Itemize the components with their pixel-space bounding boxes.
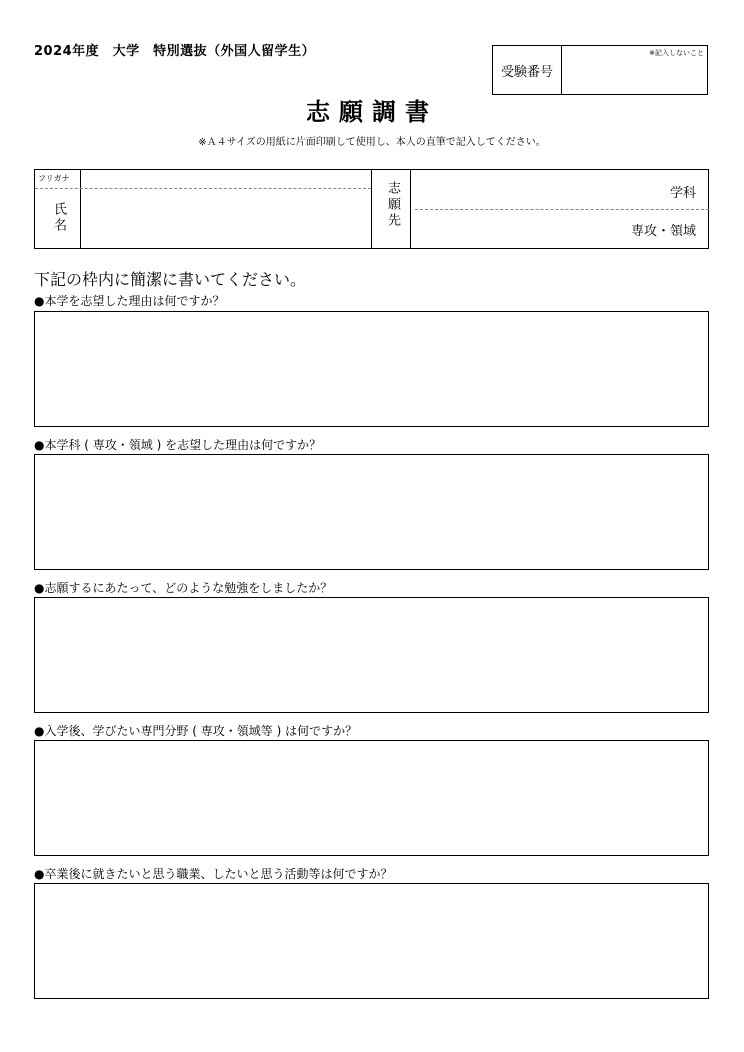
answer-box (34, 311, 709, 427)
exam-number-label: 受験番号 (493, 46, 562, 94)
answer-box (34, 883, 709, 999)
name-label-cell (35, 170, 81, 248)
question-label: ●志願するにあたって、どのような勉強をしましたか？ (34, 581, 333, 595)
major-label: 専攻・領域 (630, 224, 696, 239)
shigan-label: 志願先 (385, 181, 400, 229)
question-label: ●本学科 ( 専攻・領域 ) を志望した理由は何ですか？ (34, 438, 322, 452)
answer-box (34, 597, 709, 713)
question-label: ●卒業後に就きたいと思う職業、したいと思う活動等は何ですか？ (34, 867, 393, 881)
name-label: 氏名 (51, 202, 66, 234)
furigana-label: フリガナ (38, 174, 70, 183)
question-label: ●本学を志望した理由は何ですか？ (34, 294, 225, 308)
answer-box (34, 454, 709, 570)
instruction-text: 下記の枠内に簡潔に書いてください。 (34, 270, 307, 289)
page-title: 志願調書 (306, 98, 438, 126)
exam-number-note: ※記入しないこと (649, 49, 704, 57)
exam-number-box (492, 45, 708, 95)
question-label: ●入学後、学びたい専門分野 ( 専攻・領域等 ) は何ですか？ (34, 724, 358, 738)
department-label: 学科 (669, 186, 696, 201)
print-note: ※Ａ４サイズの用紙に片面印刷して使用し、本人の直筆で記入してください。 (198, 137, 546, 148)
form-header: 2024年度 大学 特別選抜（外国人留学生） (34, 44, 316, 59)
furigana-divider (35, 188, 371, 189)
shigan-label-cell (371, 170, 411, 248)
answer-box (34, 740, 709, 856)
applicant-info-table (34, 169, 709, 249)
department-divider (415, 209, 709, 210)
